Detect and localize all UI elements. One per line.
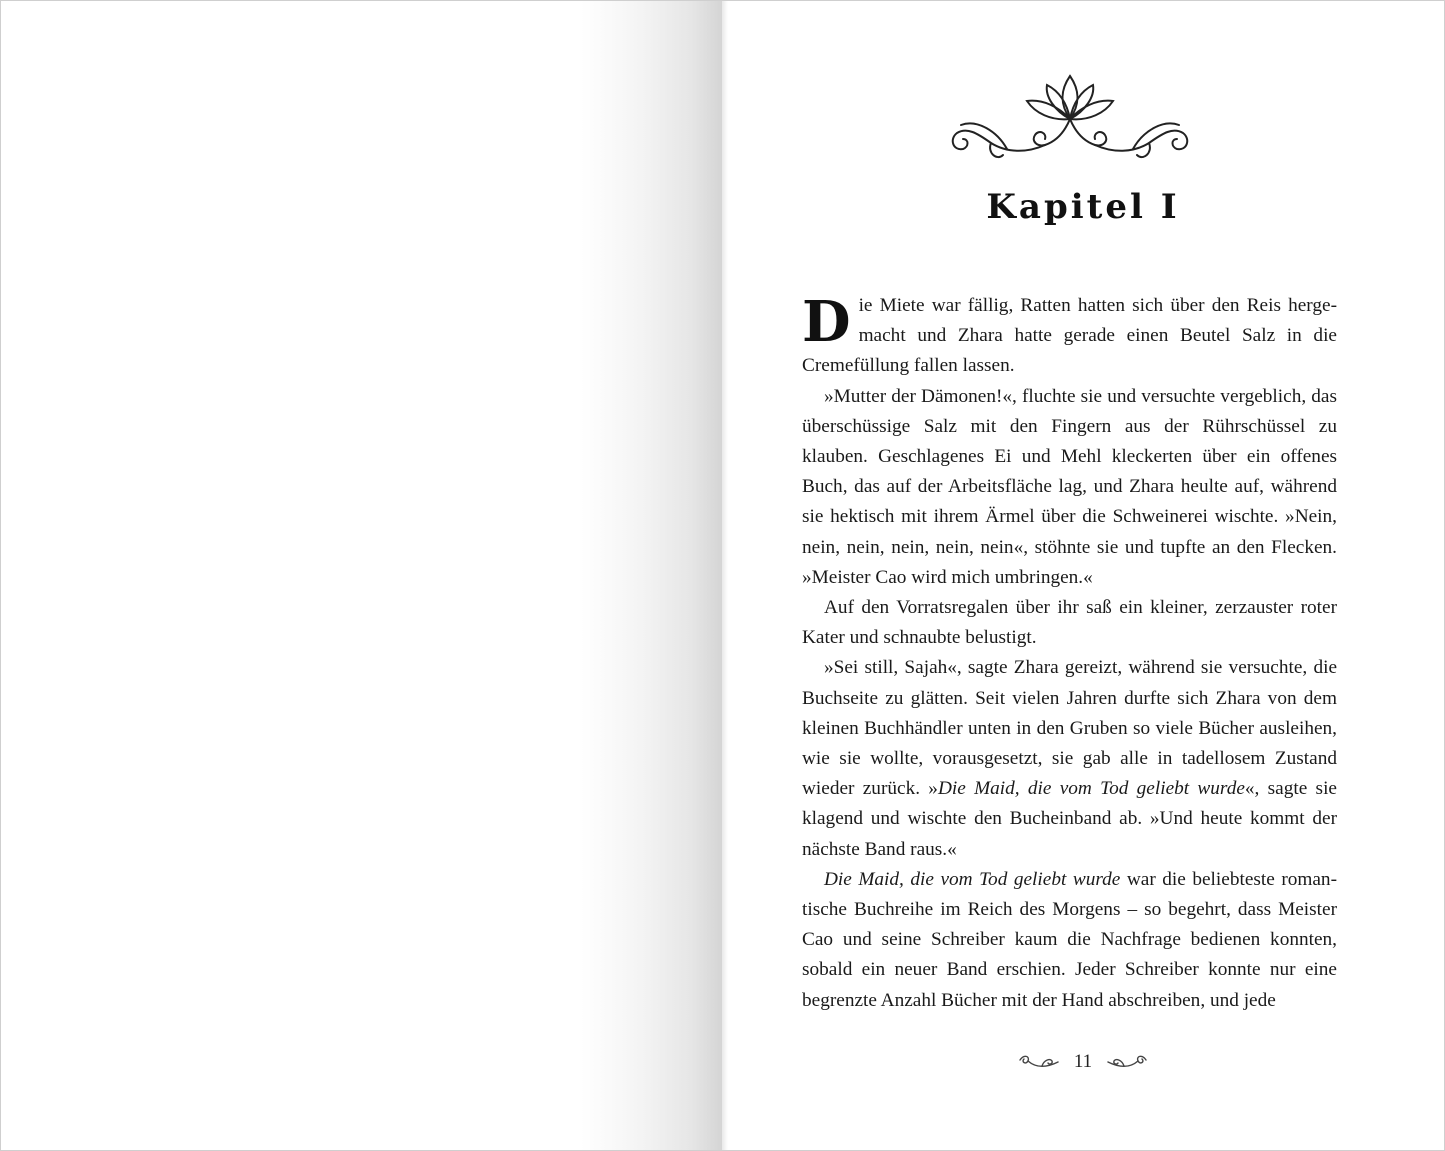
right-page (722, 0, 1445, 1151)
paragraph: Auf den Vorratsregalen über ihr saß ein kleiner, zerzauster roter Kater und schnaubte belustigt. (802, 597, 1337, 649)
floral-flourish-icon (947, 71, 1193, 161)
page-number: 11 (1073, 1051, 1093, 1072)
page-footer (722, 1047, 1444, 1077)
book-title-italic: Die Maid, die vom Tod geliebt wurde (937, 778, 1245, 800)
swirl-icon (1106, 1052, 1148, 1072)
swirl-icon (1018, 1052, 1060, 1072)
paragraph-text: war die beliebteste romantische Buchreihe im Reich des Morgens – so begehrt, dass Meister Cao und seine Schreiber kaum die Nachfrage bedienen konnten, sobald ein neuer Band erschien. Jeder Schreiber konnte nur eine begrenzte Anzahl Bücher mit der Hand abschreiben, und jede (802, 868, 1337, 1011)
paragraph-text: «, sagte sie klagend und wischte den Bucheinband ab. »Und heute kommt der nächste Band raus.« (802, 778, 1337, 860)
book-title-italic: Die Maid, die vom Tod geliebt wurde (824, 868, 1121, 890)
paragraph-text: ie Miete war fällig, Ratten hatten sich über den Reis hergemacht und Zhara hatte gerade einen Beutel Salz in die Cremefüllung fallen lassen. (802, 295, 1337, 377)
drop-cap: D (802, 289, 851, 355)
chapter-title: Kapitel I (986, 187, 1180, 227)
paragraph (802, 865, 1337, 1016)
paragraph-text: »Sei still, Sajah«, sagte Zhara gereizt, während sie versuchte, die Buchseite zu glätten. Seit vielen Jahren durfte sich Zhara von dem kleinen Buchhändler unten in den Gruben so viele Bücher ausleihen, wie sie wollte, vorausgesetzt, sie gab alle in tadellosem Zustand wieder zurück. » (802, 657, 1337, 800)
paragraph (802, 653, 1337, 864)
paragraph: »Mutter der Dämonen!«, fluchte sie und versuchte vergeblich, das überschüssige Salz mit den Fingern aus der Rührschüssel zu klauben. Geschlagenes Ei und Mehl kleckerten über ein offenes Buch, das auf der Arbeitsfläche lag, und Zhara heulte auf, während sie hektisch mit ihrem Ärmel über die Schweinerei wischte. »Nein, nein, nein, nein, nein, nein«, stöhnte sie und tupfte an den Flecken. »Meister Cao wird mich umbringen.« (802, 385, 1337, 588)
left-page-blank (0, 0, 722, 1151)
body-text (802, 291, 1337, 1016)
paragraph (802, 291, 1337, 382)
